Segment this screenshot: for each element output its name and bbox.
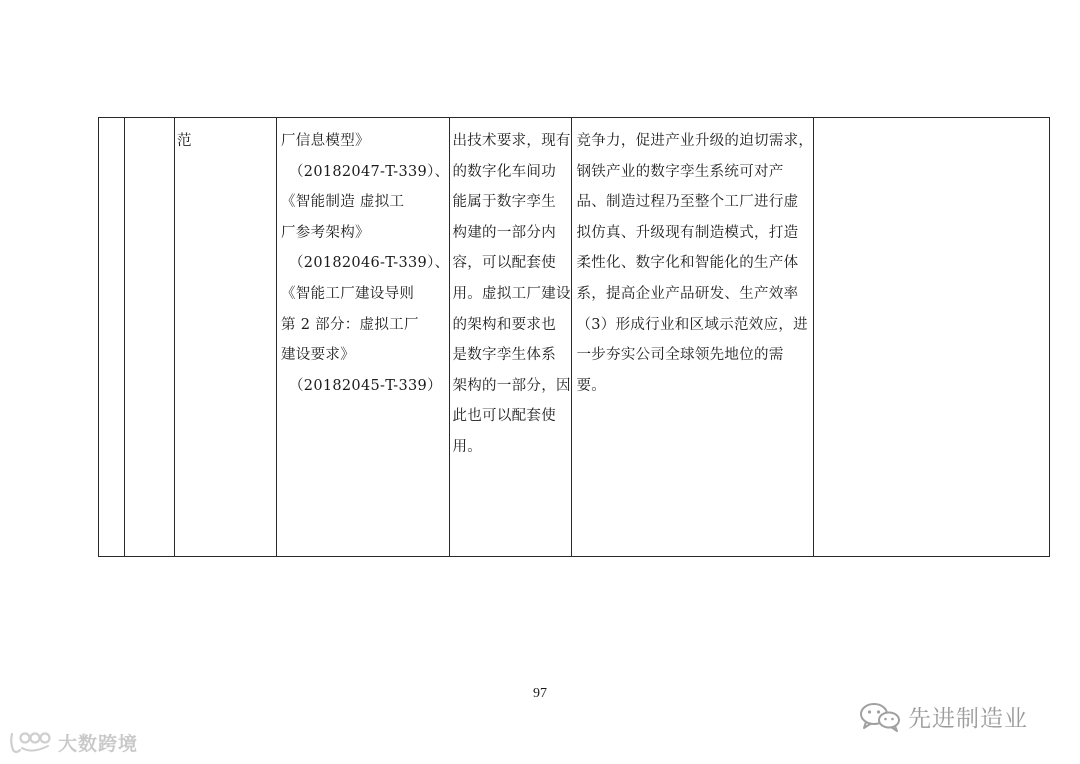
cell-line: 容，可以配套使	[452, 255, 557, 272]
cell-line: 拟仿真、升级现有制造模式，打造	[576, 224, 799, 241]
cell-line: 《智能制造 虚拟工	[281, 194, 405, 211]
table-cell-standards	[277, 118, 450, 557]
cell-line: 能属于数字孪生	[452, 194, 557, 211]
cell-line: 系，提高企业产品研发、生产效率	[576, 285, 799, 302]
wechat-icon	[858, 701, 902, 733]
cell-line: 范	[177, 133, 192, 149]
table-cell-2	[125, 118, 175, 557]
table-cell-3	[175, 118, 277, 557]
table-cell-significance	[572, 118, 814, 557]
cell-line: 用。虚拟工厂建设	[452, 285, 571, 302]
cell-line: （3）形成行业和区域示范效应，进	[576, 316, 808, 333]
watermark-wechat	[858, 700, 1028, 733]
watermark-text: 大数跨境	[58, 732, 139, 755]
cell-line: 一步夯实公司全球领先地位的需	[576, 347, 784, 364]
cell-line: 构建的一部分内	[452, 224, 557, 241]
cell-line: 要。	[576, 377, 607, 394]
cell-line: 厂参考架构》	[281, 224, 370, 241]
cell-line: 是数字孪生体系	[452, 347, 557, 364]
cell-line: 《智能工厂建设导则	[281, 285, 415, 302]
watermark-text: 先进制造业	[908, 706, 1028, 732]
cell-line: 竞争力，促进产业升级的迫切需求，	[576, 133, 814, 149]
table-cell-7	[814, 118, 1050, 557]
cell-line: 架构的一部分，因	[452, 377, 571, 394]
cell-line: 的架构和要求也	[452, 316, 557, 333]
cell-line: 第 2 部分：虚拟工厂	[281, 316, 419, 333]
table-cell-relation	[450, 118, 572, 557]
table-row	[99, 118, 1050, 557]
table-cell-1	[99, 118, 125, 557]
cell-line: 用。	[452, 438, 483, 455]
cell-line: 出技术要求，现有	[452, 133, 571, 149]
cell-line: 厂信息模型》	[281, 133, 370, 149]
cell-line: （20182045-T-339）	[289, 377, 442, 394]
standards-table	[98, 117, 1050, 557]
cell-line: （20182047-T-339）、	[289, 163, 450, 180]
cell-line: 此也可以配套使	[452, 408, 557, 425]
cell-line: 的数字化车间功	[452, 163, 557, 180]
cell-line: 柔性化、数字化和智能化的生产体	[576, 255, 799, 272]
cell-line: 建设要求》	[281, 347, 355, 364]
logo-icon	[8, 728, 54, 756]
watermark-brand	[8, 728, 138, 756]
page-number: 97	[533, 686, 547, 701]
cell-line: 钢铁产业的数字孪生系统可对产	[576, 163, 784, 180]
cell-line: 品、制造过程乃至整个工厂进行虚	[576, 194, 799, 211]
cell-line: （20182046-T-339）、	[289, 255, 450, 272]
